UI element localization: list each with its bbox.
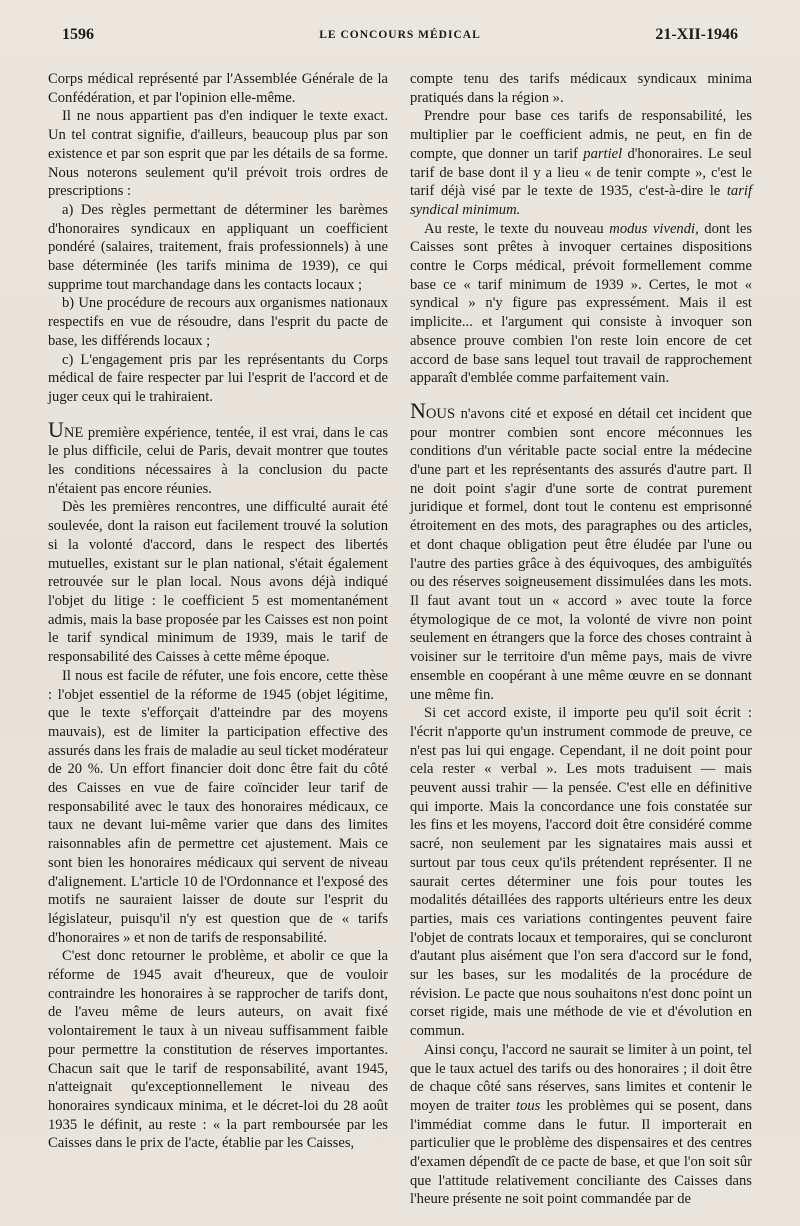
paragraph (410, 107, 752, 219)
paragraph-text: n'avons cité et exposé en détail cet incident que pour montrer combien sont encore méconnues les conditions d'un véritable pacte social entre la médecine d'une part et les représentants des assurés d'autre part. Il ne doit point s'agir d'une sorte de contrat purement juridique et formel, dont tout le contenu est emprisonné étroitement en des mots, des paragraphes ou des articles, et dont chaque obligation peut être éludée par l'une ou l'autre des parties grâce à des équivoques, des ambiguïtés ou des réserves soigneusement dissimulées dans les mots. Il faut avant tout un « accord » avec toute la force étymologique de ce mot, la volonté de vivre non point seulement en étrangers que la force des choses contraint à voisiner sur le territoire d'un même pays, mais de vivre ensemble en coopérant à une même œuvre en se donnant une même fin. (410, 405, 752, 703)
paragraph: C'est donc retourner le problème, et abolir ce que la réforme de 1945 avait d'heureux, que de vouloir contraindre les honoraires à se rapprocher de tarifs dont, de l'aveu même de leurs auteurs, on avait fixé volontairement le taux à un niveau suffisamment faible pour permettre la constitution de réserves importantes. Chacun sait que le tarif de responsabilité, avant 1945, n'atteignait qu'exceptionnellement le niveau des honoraires syndicaux minima, et le décret-loi du 28 août 1935 le définit, au reste : « la part remboursée par les Caisses dans le prix de l'acte, établie par les Caisses, (48, 948, 388, 1152)
paragraph-text: d'honoraires. Le seul tarif de base dont il y a lieu « de tenir compte », c'est le tarif déjà visé par le texte de 1935, c'est-à-dire le (410, 145, 752, 200)
paragraph: Il ne nous appartient pas d'en indiquer le texte exact. Un tel contrat signifie, d'ailleurs, beaucoup plus par son existence et par son esprit que par les détails de sa forme. Nous noterons seulement qu'il prévoit trois ordres de prescriptions : (48, 108, 388, 200)
paragraph-text: Prendre pour base ces tarifs de responsabilité, les multiplier par le coefficient admis, ne peut, en fin de compte, que donner un tarif (410, 108, 752, 162)
emphasis: tous (516, 1097, 541, 1114)
paragraph-text: Ainsi conçu, l'accord ne saurait se limiter à un point, tel que le taux actuel des tarifs ou des honoraires ; il doit être de chaque côté sans réserves, sans limites et contenir le moyen de traiter (410, 1041, 752, 1114)
emphasis: tarif syndical minimum. (410, 183, 752, 218)
paragraph: Il nous est facile de réfuter, une fois encore, cette thèse : l'objet essentiel de la réforme de 1945 (objet légitime, que le texte s'efforçait d'atteindre par des moyens mauvais), est de limiter la participation effective des assurés dans les frais de maladie au seul ticket modérateur de 20 %. Un effort financier doit donc être fait du côté des Caisses en vue de faire coïncider leur tarif de responsabilité avec le taux des honoraires médicaux, ce taux ne devant lui-même varier que dans des limites raisonnables afin de permettre cet ajustement. Mais ce sont bien les honoraires médicaux qui servent de niveau d'alignement. L'article 10 de l'Ordonnance et l'exposé des motifs ne sauraient laisser de doute sur l'esprit du législateur, puisqu'il n'y est question que de « tarifs d'honoraires » et non de tarifs de responsabilité. (48, 667, 388, 946)
paragraph: b) Une procédure de recours aux organismes nationaux respectifs en vue de résoudre, dans l'esprit du pacte de base, les différends locaux ; (48, 295, 388, 349)
paragraph: Si cet accord existe, il importe peu qu'il soit écrit : l'écrit n'apporte qu'un instrument commode de preuve, ce n'est pas lui qui engage. Cependant, il ne doit point pour cela rester « verbal ». Les mots traduisent — mais peuvent aussi trahir — la pensée. C'est elle en définitive qui importe. Mais la concordance une fois constatée sur les fins et les moyens, l'accord doit être considéré comme sacré, non seulement par les signataires mais aussi et surtout par tous ceux qu'ils prétendent représenter. Il ne saurait certes déterminer une fois pour toutes les modalités détaillées des rapports ultérieurs entre les deux parties, mais ces variations contingentes peuvent faire l'objet de contrats locaux et temporaires, qui se concluront d'autant plus aisément que l'on sera d'accord sur le fond, sur les bases, sur les modalités de la procédure de révision. Le pacte que nous souhaitons n'est donc point un corset rigide, mais une méthode de vie et d'évolution en commun. (410, 705, 752, 1040)
issue-date: 21-XII-1946 (655, 26, 738, 43)
paragraph: c) L'engagement pris par les représentants du Corps médical de faire respecter par lui l'esprit de l'accord et de juger ceux qui le trahiraient. (48, 351, 388, 405)
paragraph (410, 220, 752, 388)
section-paragraph (410, 397, 752, 704)
small-caps: OUS (425, 405, 456, 422)
page-header (62, 26, 738, 46)
paragraph-text: dont les Caisses sont prêtes à invoquer certaines dispositions contre le Corps médical, prévoit formellement comme base ce « tarif minimum de 1939 ». Certes, le mot « syndical » n'y figure pas expressément. Mais il est implicite... et l'argument qui consiste à invoquer son absence prouve combien l'on reste loin encore de cet accord de base sans lequel tout travail de rapprochement apparaît d'emblée comme parfaitement vain. (410, 220, 752, 387)
paragraph-text: les problèmes qui se posent, dans l'immédiat comme dans le futur. Il importerait en particulier que le problème des dispensaires et des centres d'examen dépendît de ce pacte de base, et que l'on soit sûr que l'attitude relativement conciliante des Caisses dans l'heure présente ne soit point commandée par de (410, 1097, 753, 1208)
paragraph: Corps médical représenté par l'Assemblée Générale de la Confédération, et par l'opinion elle-même. (48, 71, 388, 106)
paragraph-text: Au reste, le texte du nouveau (424, 220, 610, 237)
journal-title: LE CONCOURS MÉDICAL (319, 29, 481, 41)
section-paragraph (48, 416, 388, 499)
left-column (48, 70, 388, 1153)
page-number: 1596 (62, 26, 94, 43)
drop-cap: N (410, 397, 426, 423)
emphasis: modus vivendi, (609, 220, 699, 237)
paragraph: a) Des règles permettant de déterminer les barèmes d'honoraires syndicaux en appliquant un coefficient pondéré (salaires, traitement, frais professionnels) à une base déterminée (les tarifs minima de 1939), ce qui supprime tout marchandage dans les contacts locaux ; (48, 201, 388, 293)
paragraph-text: première expérience, tentée, il est vrai, dans le cas le plus difficile, celui de Paris, devait montrer que toutes les conditions nécessaires à la conclusion du pacte n'étaient pas encore réunies. (48, 424, 388, 497)
right-column (410, 70, 752, 1209)
drop-cap: U (48, 416, 64, 442)
paragraph: compte tenu des tarifs médicaux syndicaux minima pratiqués dans la région ». (410, 71, 752, 106)
paragraph (410, 1041, 752, 1209)
emphasis: partiel (583, 145, 623, 162)
small-caps: NE (63, 424, 84, 441)
paragraph: Dès les premières rencontres, une difficulté aurait été soulevée, dont la raison eut facilement trouvé la solution si la volonté d'accord, dans le respect des libertés mutuelles, existant sur le plan national, s'était également retrouvée sur le plan local. Nous avons déjà indiqué l'objet du litige : le coefficient 5 est momentanément admis, mais la base proposée par les Caisses est non point le tarif syndical minimum de 1939, mais le tarif de responsabilité des Caisses à cette même époque. (48, 499, 388, 666)
